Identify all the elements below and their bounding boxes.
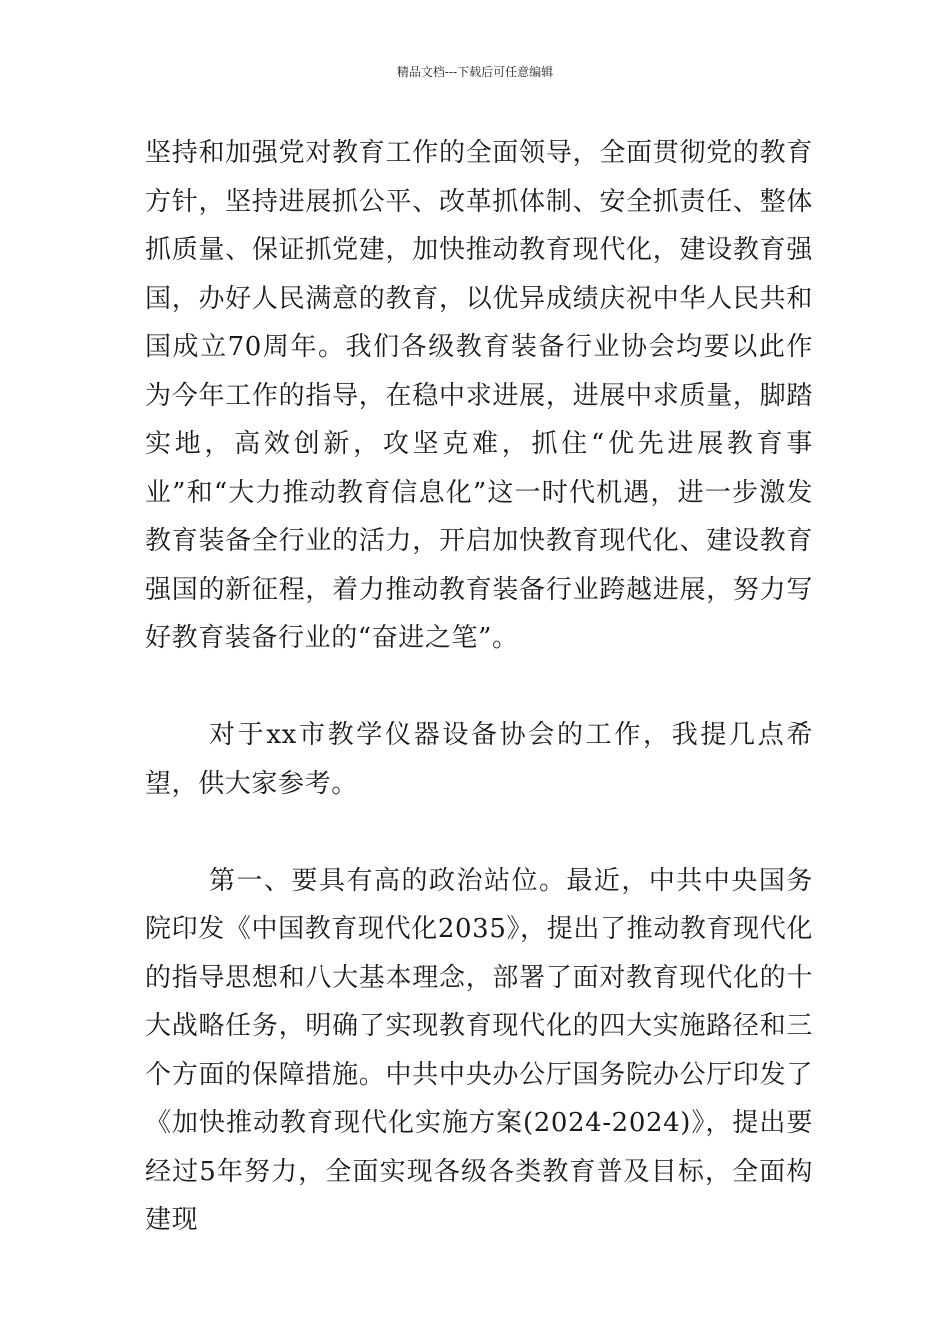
page-header: 精品文档---下载后可任意编辑 [396,65,554,79]
paragraph-suggestions-intro: 对于xx市教学仪器设备协会的工作，我提几点希望，供大家参考。 [145,720,813,799]
document-body [145,129,813,1245]
paragraph-political-stance: 第一、要具有高的政治站位。最近，中共中央国务院印发《中国教育现代化2035》，提出了推动教育现代化的指导思想和八大基本理念，部署了面对教育现代化的十大战略任务，明确了实现教育现代化的四大实施路径和三个方面的保障措施。中共中央办公厅国务院办公厅印发了《加快推动教育现代化实施方案(2024-2024)》，提出要经过5年努力，全面实现各级各类教育普及目标，全面构建现 [145,865,813,1235]
paragraph-continuation: 坚持和加强党对教育工作的全面领导，全面贯彻党的教育方针，坚持进展抓公平、改革抓体制、安全抓责任、整体抓质量、保证抓党建，加快推动教育现代化，建设教育强国，办好人民满意的教育，以优异成绩庆祝中华人民共和国成立70周年。我们各级教育装备行业协会均要以此作为今年工作的指导，在稳中求进展，进展中求质量，脚踏实地，高效创新，攻坚克难，抓住“优先进展教育事业”和“大力推动教育信息化”这一时代机遇，进一步激发教育装备全行业的活力，开启加快教育现代化、建设教育强国的新征程，着力推动教育装备行业跨越进展，努力写好教育装备行业的“奋进之笔”。 [145,138,813,653]
